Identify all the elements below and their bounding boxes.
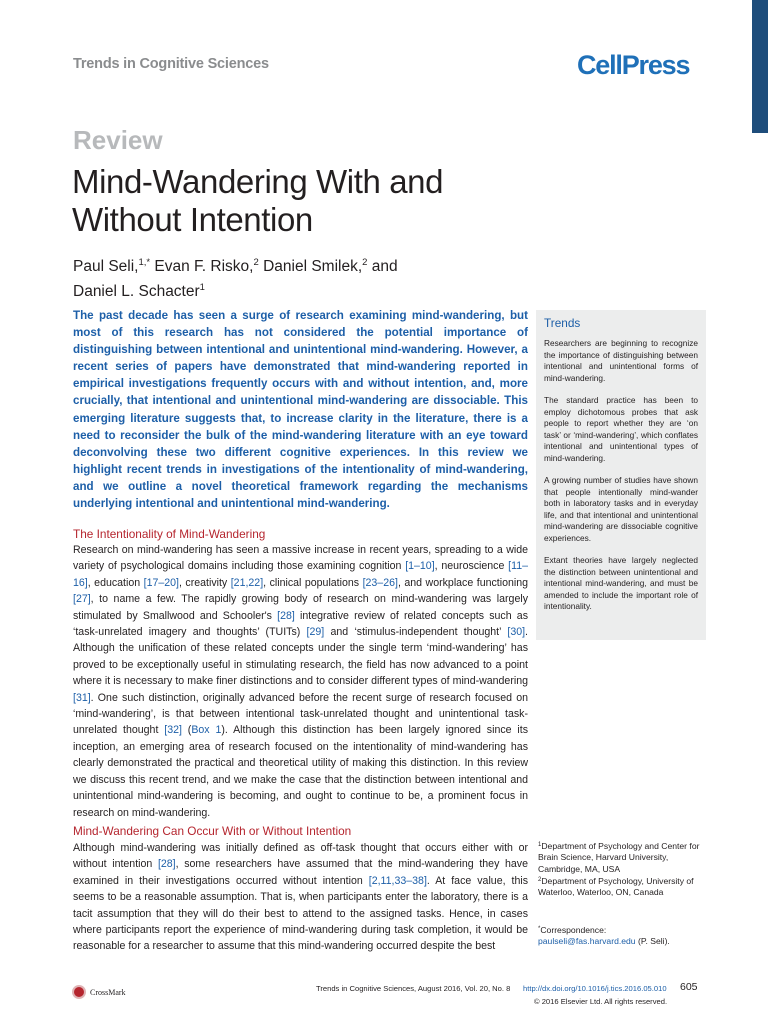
citation-link[interactable]: [29] (306, 626, 325, 639)
correspondence-contact (538, 936, 713, 947)
trends-item: The standard practice has been to employ dichotomous probes that ask people to report whether they are ‘on task’ or ‘mind-wandering’, which conflates intentional and unintentional types of mind-wandering. (544, 395, 698, 463)
crossmark-icon[interactable] (72, 985, 86, 999)
crossmark-label[interactable]: CrossMark (90, 988, 126, 997)
box-link[interactable]: Box 1 (191, 724, 222, 737)
citation-link[interactable]: [23–26] (362, 576, 398, 589)
correspondence-marker: * (538, 926, 541, 932)
text-run: , and workplace functioning (397, 576, 528, 589)
text-run: ( (181, 724, 192, 737)
citation-link[interactable]: [30] (507, 626, 526, 639)
abstract: The past decade has seen a surge of research examining mind-wandering, but most of this research has not considered the potential importance of distinguishing between intentional and unintentional mind-wandering. However, a recent series of papers have demonstrated that mind-wandering reported in empirical investigations frequently occurs with and without intention, and, more crucially, that intentional and unintentional mind-wandering are dissociable. This emerging literature suggests that, to increase clarity in the literature, there is a need to reconsider the bulk of the mind-wandering literature with an eye toward deconvolving these two different cognitive experiences. In this review we highlight recent trends in investigations of the intentionality of mind-wandering, and we outline a novel theoretical framework regarding the mechanisms underlying intentional and unintentional mind-wandering. (73, 309, 528, 511)
affiliation-marker: 2 (538, 876, 542, 883)
section-body (73, 542, 528, 821)
text-run: , creativity (178, 576, 231, 589)
trends-item: Extant theories have largely neglected the distinction between unintentional and intentional mind-wandering, and must be amended to include the important role of intentionality. (544, 555, 698, 611)
text-run: and ‘stimulus-independent thought’ (324, 626, 508, 639)
text-run: , some researchers have assumed that the mind-wandering they have examined in their investigations occurred without intention (73, 858, 528, 887)
journal-name: Trends in Cognitive Sciences (73, 56, 269, 72)
citation-link[interactable]: [1–10] (405, 560, 435, 573)
section-heading: Mind-Wandering Can Occur With or Without Intention (73, 824, 352, 838)
article-title: Mind-Wandering With and Without Intention (72, 163, 444, 238)
citation-link[interactable]: [31] (73, 691, 91, 704)
citation-link[interactable]: [11–16] (73, 560, 528, 589)
author-name: Paul Seli, (73, 258, 139, 275)
affiliations (538, 840, 713, 898)
citation-link[interactable]: [28] (277, 609, 295, 622)
trends-box (536, 310, 706, 640)
affiliation (538, 840, 713, 875)
footer-citation: Trends in Cognitive Sciences, August 2016, Vol. 20, No. 8 (316, 984, 511, 993)
citation-link[interactable]: [2,11,33–38] (368, 874, 427, 887)
trends-title: Trends (544, 316, 581, 330)
text-run: . One such distinction, originally advanced before the recent surge of research focused on ‘mind-wandering’, is that between intentional task-unrelated thought and unintentional task-unrelated thought (73, 691, 528, 737)
doi-link[interactable]: http://dx.doi.org/10.1016/j.tics.2016.05.010 (523, 984, 667, 993)
author-list (73, 252, 473, 302)
author-superscript: 1,* (138, 257, 151, 268)
author-superscript: 2 (362, 257, 368, 268)
cellpress-logo (577, 50, 689, 81)
text-run: integrative review of related concepts such as ‘task-unrelated imagery and thoughts’ (TUITs) (73, 609, 528, 639)
author-name: Evan F. Risko, (150, 258, 254, 275)
text-run: . Although the unification of these related concepts under the single term ‘mind-wandering’ has proved to be exceptionally useful in stimulating research, the field has now advanced to a point where it is necessary to make finer distinctions and to consider different types of mind-wandering (73, 626, 528, 688)
author-superscript: 2 (253, 257, 259, 268)
text-run: , clinical populations (263, 576, 363, 589)
author-conjunction: and (367, 258, 398, 275)
correspondence-name: (P. Seli). (635, 936, 670, 947)
text-run: Research on mind-wandering has seen a massive increase in recent years, spreading to a wide variety of psychological domains including those examining cognition (73, 544, 528, 573)
text-run: ). Although this distinction has been largely ignored since its inception, an emerging area of research focused on the intentionality of mind-wandering has clearly demonstrated the practical and theoretical utility of making this distinction. In this review we discuss this recent trend, and we make the case that the distinction between intentional and unintentional mind-wandering is becoming, and ought to continue to be, a prominent focus in research on mind-wandering. (73, 724, 528, 819)
article-type: Review (73, 125, 163, 155)
citation-link[interactable]: [28] (157, 858, 176, 871)
trends-item: A growing number of studies have shown that people intentionally mind-wander both in laboratory tasks and in everyday life, and that intentional and unintentional mind-wandering are dissociable cognitive experiences. (544, 475, 698, 543)
text-run: Although mind-wandering was initially defined as off-task thought that occurs either with or without intention (73, 842, 528, 871)
section-heading: The Intentionality of Mind-Wandering (73, 527, 266, 541)
text-run: , neuroscience (434, 560, 509, 573)
edge-tab (752, 0, 768, 133)
correspondence-label: Correspondence: (540, 925, 607, 935)
copyright: © 2016 Elsevier Ltd. All rights reserved. (534, 997, 668, 1006)
citation-link[interactable]: [17–20] (143, 576, 179, 589)
correspondence (538, 924, 713, 948)
logo-part-press: Press (621, 50, 690, 80)
affiliation-marker: 1 (538, 842, 542, 848)
correspondence-label-row (538, 924, 713, 936)
author-superscript: 1 (199, 282, 205, 293)
citation-link[interactable]: [21,22] (230, 576, 264, 589)
text-run: , education (87, 576, 144, 589)
affiliation-text: Department of Psychology and Center for Brain Science, Harvard University, Cambridge, MA, USA (538, 841, 700, 874)
author-name: Daniel Smilek, (258, 258, 363, 275)
citation-link[interactable]: [27] (73, 593, 91, 606)
section-body (73, 840, 528, 955)
email-link[interactable]: paulseli@fas.harvard.edu (538, 936, 636, 947)
citation-link[interactable]: [32] (164, 724, 182, 737)
text-run: . At face value, this seems to be a reasonable assumption. That is, when participants enter the laboratory, there is a tacit assumption that they will do their best to attend to the assigned tasks. Hence, in cases where participants report the experience of mind-wandering during task completion, it would be reasonable for a researcher to assume that this mind-wandering occurred despite the best (73, 874, 529, 953)
author-name: Daniel L. Schacter (73, 283, 200, 300)
affiliation-text: Department of Psychology, University of Waterloo, Waterloo, ON, Canada (538, 875, 694, 898)
affiliation (538, 875, 713, 899)
page-number: 605 (680, 981, 698, 993)
logo-part-cell: Cell (577, 50, 622, 80)
trends-item: Researchers are beginning to recognize the importance of distinguishing between intentional and unintentional forms of mind-wandering. (544, 338, 698, 383)
text-run: , to name a few. The rapidly growing body of research on mind-wandering was largely stimulated by Smallwood and Schooler's (73, 593, 528, 622)
